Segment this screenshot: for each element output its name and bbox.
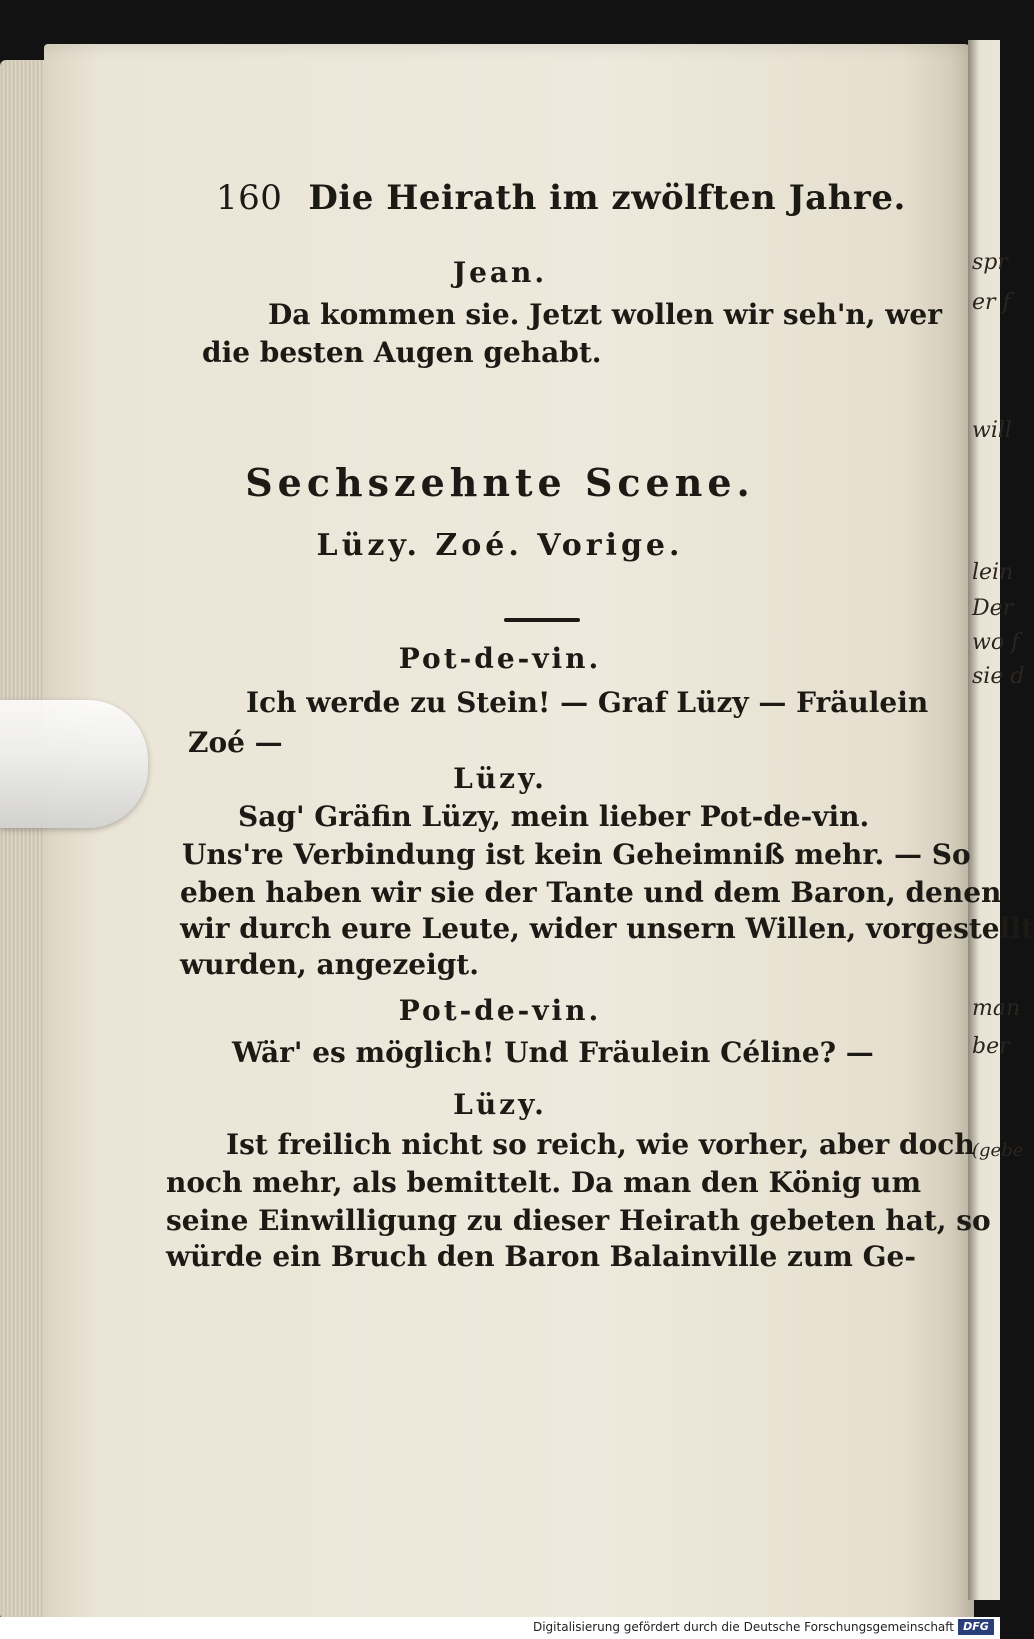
dialogue-line: wurden, angezeigt. — [180, 948, 479, 981]
dialogue-line: Wär' es möglich! Und Fräulein Céline? — — [232, 1036, 874, 1069]
facing-page-fragment: wo f — [972, 630, 1020, 655]
facing-page-fragment: (gebe — [972, 1140, 1024, 1161]
speaker-name: Pot-de-vin. — [398, 642, 602, 675]
dialogue-line: seine Einwilligung zu dieser Heirath gebeten hat, so — [166, 1204, 991, 1237]
section-rule — [504, 618, 580, 622]
dialogue-line: die besten Augen gehabt. — [202, 336, 602, 369]
dialogue-line: noch mehr, als bemittelt. Da man den König um — [166, 1166, 922, 1199]
dialogue-line: eben haben wir sie der Tante und dem Baron, denen — [180, 876, 1002, 909]
facing-page-fragment: sie d — [972, 664, 1025, 689]
speaker-name: Lüzy. — [453, 762, 547, 795]
dialogue-line: Zoé — — [188, 726, 283, 759]
dialogue-line: Uns're Verbindung ist kein Geheimniß mehr. — So — [182, 838, 971, 871]
running-title: Die Heirath im zwölften Jahre. — [308, 178, 906, 218]
facing-page-fragment: spr — [972, 250, 1008, 275]
dialogue-line: wir durch eure Leute, wider unsern Willen, vorgestellt — [180, 912, 1034, 945]
book-page-edges — [0, 60, 48, 1620]
funding-credit: Digitalisierung gefördert durch die Deutsche Forschungsgemeinschaft — [532, 1620, 954, 1634]
facing-page-fragment: will — [972, 418, 1012, 443]
facing-page-fragment: lein — [972, 560, 1014, 585]
scene-cast: Lüzy. Zoé. Vorige. — [316, 528, 684, 563]
running-header — [216, 178, 906, 218]
page-number: 160 — [216, 178, 283, 218]
dialogue-line: Ist freilich nicht so reich, wie vorher, aber doch — [226, 1128, 975, 1161]
speaker-name: Lüzy. — [453, 1088, 547, 1121]
scene-title: Sechszehnte Scene. — [245, 460, 755, 505]
dfg-logo: DFG — [958, 1619, 994, 1635]
dialogue-line: würde ein Bruch den Baron Balainville zum Ge- — [166, 1240, 916, 1273]
facing-page-fragment: er f — [972, 290, 1011, 315]
speaker-name: Jean. — [452, 256, 548, 289]
facing-page-fragment: Der — [972, 596, 1014, 621]
speaker-name: Pot-de-vin. — [398, 994, 602, 1027]
facing-page-fragment: ber — [972, 1034, 1010, 1059]
dialogue-line: Sag' Gräfin Lüzy, mein lieber Pot-de-vin. — [238, 800, 870, 833]
dialogue-line: Ich werde zu Stein! — Graf Lüzy — Fräulein — [246, 686, 929, 719]
dialogue-line: Da kommen sie. Jetzt wollen wir seh'n, wer — [268, 298, 942, 331]
facing-page-fragment: man — [972, 996, 1021, 1021]
